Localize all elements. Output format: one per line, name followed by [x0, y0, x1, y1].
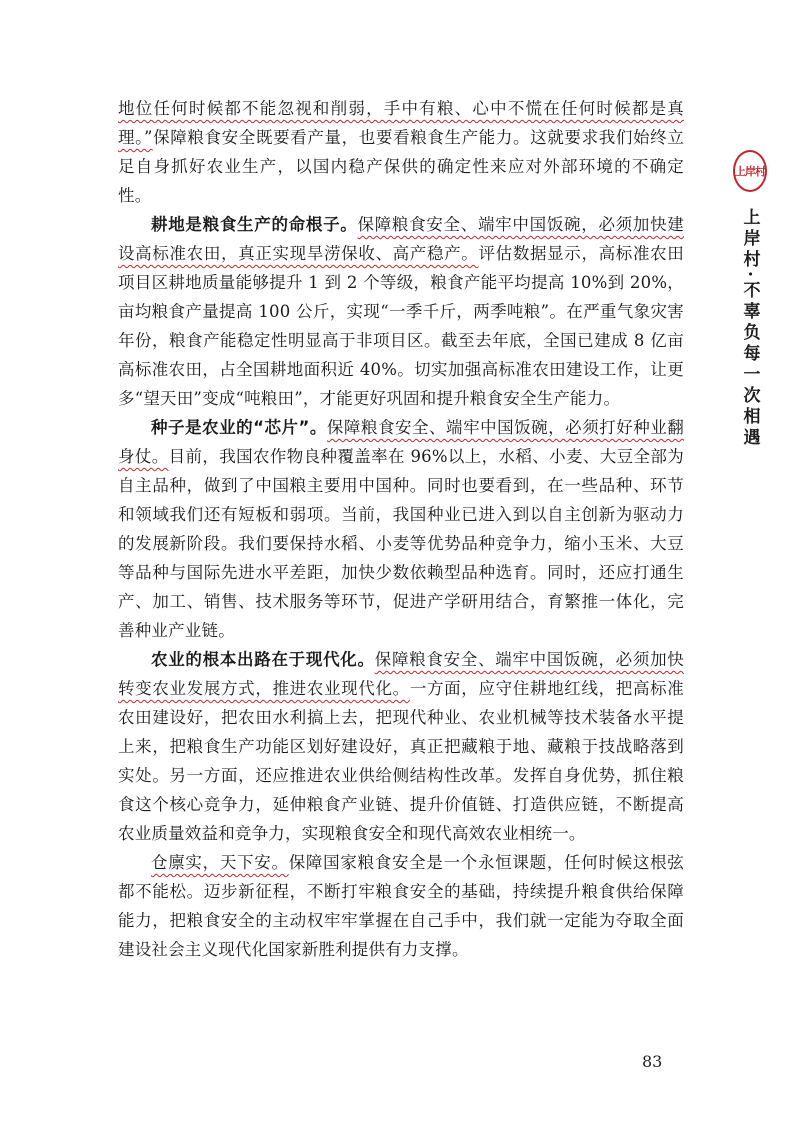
article-body: [118, 94, 684, 964]
paragraph-2-body: 评估数据显示，高标准农田项目区耕地质量能够提升 1 到 2 个等级，粮食产能平均提高 10%到 20%，亩均粮食产量提高 100 公斤，实现“一季千斤，两季吨粮”。在严重气象灾害年份，粮食产能稳定性明显高于非项目区。截至去年底，全国已建成 8 亿亩高标准农田，占全国耕地面积近 40%。切实加强高标准农田建设工作，让更多“望天田”变成“吨粮田”，才能更好巩固和提升粮食安全生产能力。: [118, 244, 685, 408]
paragraph-4-underlined: 保障粮食安全、端牢中国饭碗，必须加快转变农业发展方式，推进农业现代化。: [118, 650, 684, 698]
paragraph-1-underlined: 地位任何时候都不能忽视和削弱，手中有粮、心中不慌在任何时候都是真理。”: [118, 99, 684, 147]
paragraph-3-body: 目前，我国农作物良种覆盖率在 96%以上，水稻、小麦、大豆全部为自主品种，做到了中国粮主要用中国种。同时也要看到，在一些品种、环节和领域我们还有短板和弱项。当前，我国种业已进入到以自主创新为驱动力的发展新阶段。我们要保持水稻、小麦等优势品种竞争力，缩小玉米、大豆等品种与国际先进水平差距，加快少数依赖型品种选育。同时，还应打通生产、加工、销售、技术服务等环节，促进产学研用结合，育繁推一体化，完善种业产业链。: [118, 447, 684, 640]
paragraph-3-underlined: 保障粮食安全、端牢中国饭碗，必须打好种业翻身仗。: [118, 418, 684, 466]
paragraph-3: [118, 413, 684, 645]
paragraph-4-lead: 农业的根本出路在于现代化。: [151, 650, 375, 669]
page-number: 83: [642, 1052, 663, 1071]
paragraph-2-underlined: 保障粮食安全、端牢中国饭碗，必须加快建设高标准农田，真正实现旱涝保收、高产稳产。: [118, 215, 684, 263]
vertical-title: 上岸村·不辜负每一次相遇: [739, 208, 760, 449]
side-brand: [728, 150, 772, 449]
seal-logo: 上岸村: [733, 150, 767, 192]
paragraph-2-lead: 耕地是粮食生产的命根子。: [151, 215, 358, 234]
paragraph-5-underlined: 仓廪实，天下安。: [151, 853, 289, 872]
paragraph-3-lead: 种子是农业的“芯片”。: [151, 418, 327, 437]
paragraph-4: [118, 645, 684, 848]
paragraph-1: [118, 94, 684, 210]
paragraph-2: [118, 210, 684, 413]
paragraph-1-body: 保障粮食安全既要看产量，也要看粮食生产能力。这就要求我们始终立足自身抓好农业生产，以国内稳产保供的确定性来应对外部环境的不确定性。: [118, 128, 684, 205]
paragraph-4-body: 一方面，应守住耕地红线，把高标准农田建设好，把农田水利搞上去，把现代种业、农业机械等技术装备水平提上来，把粮食生产功能区划好建设好，真正把藏粮于地、藏粮于技战略落到实处。另一方面，还应推进农业供给侧结构性改革。发挥自身优势，抓住粮食这个核心竞争力，延伸粮食产业链、提升价值链、打造供应链，不断提高农业质量效益和竞争力，实现粮食安全和现代高效农业相统一。: [118, 679, 684, 843]
paragraph-5: [118, 848, 684, 964]
paragraph-5-body: 保障国家粮食安全是一个永恒课题，任何时候这根弦都不能松。迈步新征程，不断打牢粮食安全的基础，持续提升粮食供给保障能力，把粮食安全的主动权牢牢掌握在自己手中，我们就一定能为夺取全面建设社会主义现代化国家新胜利提供有力支撑。: [118, 853, 684, 959]
